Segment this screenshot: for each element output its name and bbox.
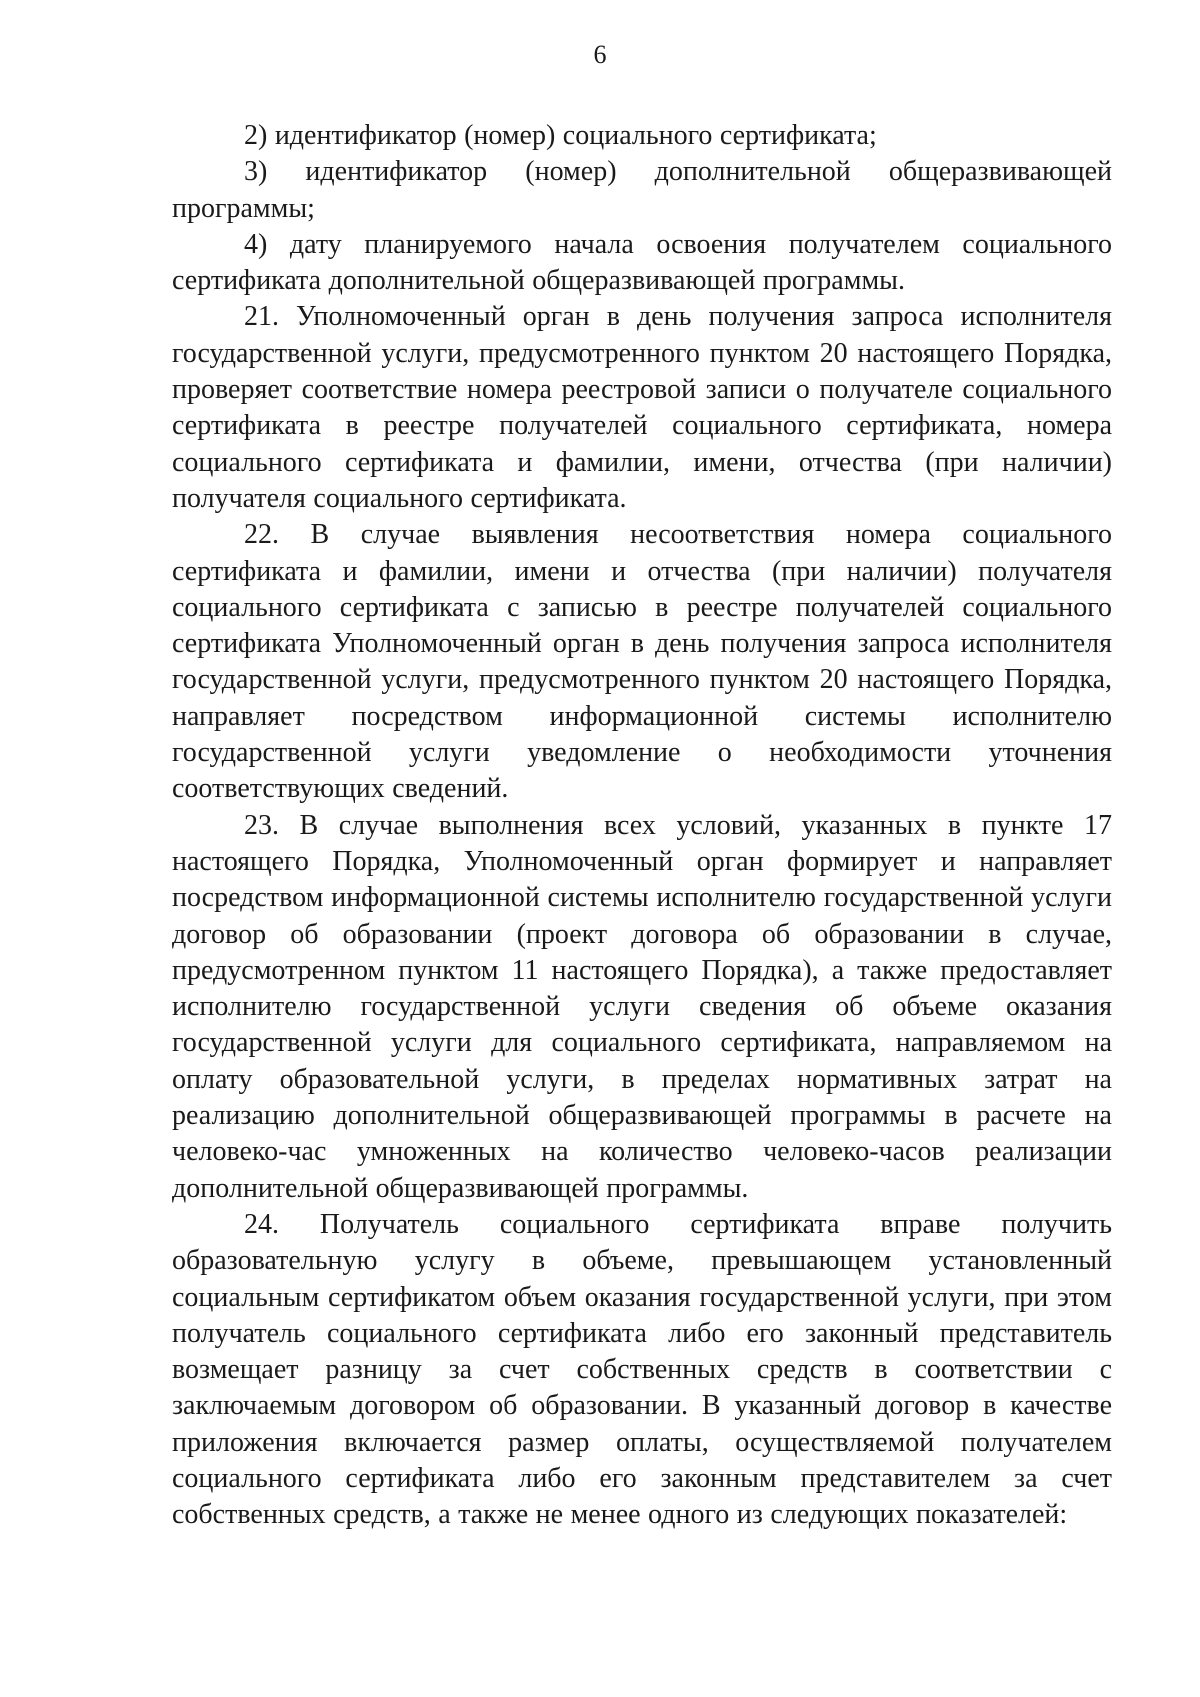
paragraph-clause-22: 22. В случае выявления несоответствия номера социального сертификата и фамилии, имени и отчества (при наличии) получателя социального сертификата с записью в реестре получателей социального сертификата Уполномоченный орган в день получения запроса исполнителя государственной услуги, предусмотренного пунктом 20 настоящего Порядка, направляет посредством информационной системы исполнителю государственной услуги уведомление о необходимости уточнения соответствующих сведений. [172,519,1112,805]
paragraph-clause-23: 23. В случае выполнения всех условий, указанных в пункте 17 настоящего Порядка, Уполномоченный орган формирует и направляет посредством информационной системы исполнителю государственной услуги договор об образовании (проект договора об образовании в случае, предусмотренном пунктом 11 настоящего Порядка), а также предоставляет исполнителю государственной услуги сведения об объеме оказания государственной услуги для социального сертификата, направляемом на оплату образовательной услуги, в пределах нормативных затрат на реализацию дополнительной общеразвивающей программы в расчете на человеко-час умноженных на количество человеко-часов реализации дополнительной общеразвивающей программы. [172,809,1112,1204]
paragraph-clause-24: 24. Получатель социального сертификата вправе получить образовательную услугу в объеме, превышающем установленный социальным сертификатом объем оказания государственной услуги, при этом получатель социального сертификата либо его законный представитель возмещает разницу за счет собственных средств в соответствии с заключаемым договором об образовании. В указанный договор в качестве приложения включается размер оплаты, осуществляемой получателем социального сертификата либо его законным представителем за счет собственных средств, а также не менее одного из следующих показателей: [172,1208,1112,1531]
paragraph-item-2: 2) идентификатор (номер) социального сертификата; [244,120,877,151]
paragraph-item-3: 3) идентификатор (номер) дополнительной общеразвивающей программы; [172,156,1112,224]
page-number: 6 [593,40,607,69]
paragraph-item-4: 4) дату планируемого начала освоения получателем социального сертификата дополнительной общеразвивающей программы. [172,228,1112,297]
paragraph-clause-21: 21. Уполномоченный орган в день получения запроса исполнителя государственной услуги, предусмотренного пунктом 20 настоящего Порядка, проверяет соответствие номера реестровой записи о получателе социального сертификата в реестре получателей социального сертификата, номера социального сертификата и фамилии, имени, отчества (при наличии) получателя социального сертификата. [172,301,1112,514]
document-body [172,118,1112,1534]
